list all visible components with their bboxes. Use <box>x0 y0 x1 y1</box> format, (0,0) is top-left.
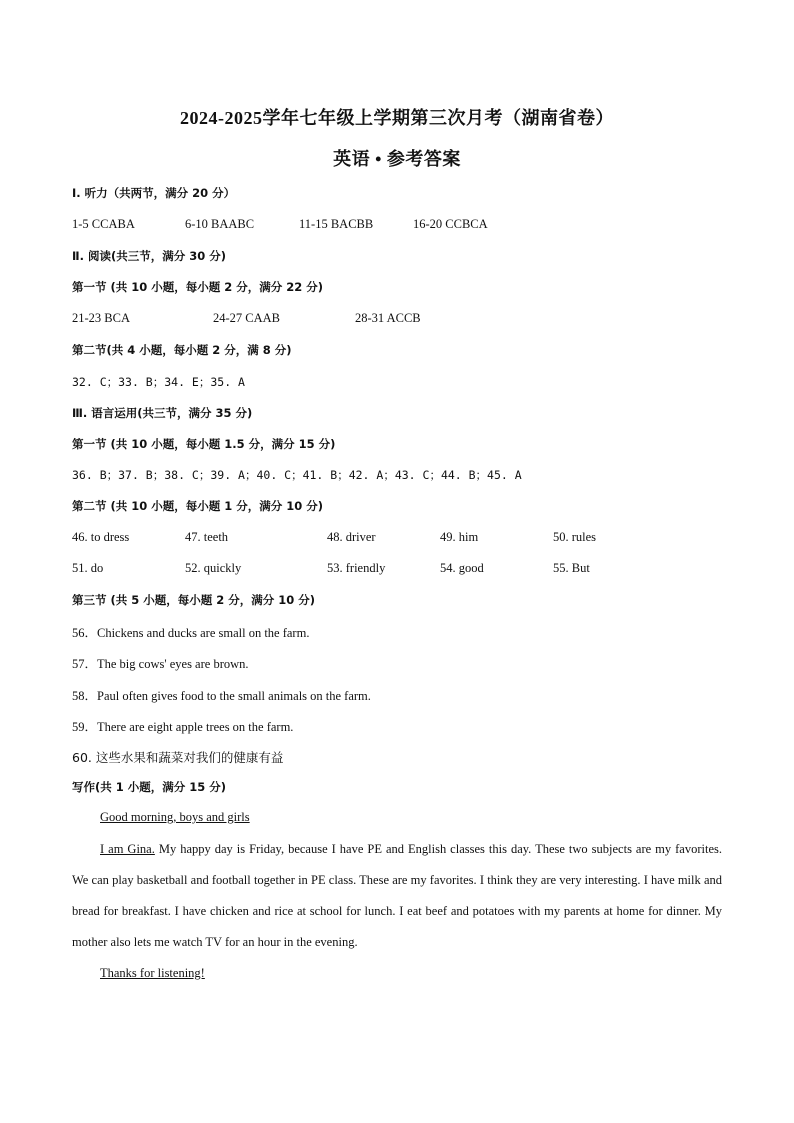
language-part2-heading: 第二节 (共 10 小题，每小题 1 分，满分 10 分) <box>72 499 324 513</box>
listening-answers-4: 16-20 CCBCA <box>413 217 488 231</box>
writing-closing: Thanks for listening! <box>100 966 205 980</box>
writing-body <box>72 834 722 958</box>
blank-answer: 52. quickly <box>185 561 242 575</box>
language-part1-heading: 第一节 (共 10 小题，每小题 1.5 分，满分 15 分) <box>72 437 336 451</box>
blank-answer: 48. driver <box>327 530 376 544</box>
translation-answer: 56．Chickens and ducks are small on the farm. <box>72 626 310 640</box>
blank-answer: 46. to dress <box>72 530 130 544</box>
blank-answer: 54. good <box>440 561 484 575</box>
blank-answer: 49. him <box>440 530 479 544</box>
writing-greeting: Good morning, boys and girls <box>100 810 250 824</box>
translation-answer: 59．There are eight apple trees on the farm. <box>72 720 294 734</box>
reading-answers-2: 24-27 CAAB <box>213 311 281 325</box>
listening-answers-1: 1-5 CCABA <box>72 217 135 231</box>
translation-answer: 58．Paul often gives food to the small animals on the farm. <box>72 689 371 703</box>
writing-heading: 写作(共 1 小题，满分 15 分) <box>72 780 227 794</box>
reading-part1-heading: 第一节 (共 10 小题，每小题 2 分，满分 22 分) <box>72 280 324 294</box>
language-part3-heading: 第三节 (共 5 小题，每小题 2 分，满分 10 分) <box>72 593 316 607</box>
document-subtitle: 英语 • 参考答案 <box>333 149 461 169</box>
writing-body-text: My happy day is Friday, because I have PE and English classes this day. These two subjects are my favorites. We can play basketball and football together in PE class. These are my favorites. I think they are very interesting. I have milk and bread for breakfast. I have chicken and rice at school for lunch. I eat beef and potatoes with my parents at home for dinner. My mother also lets me watch TV for an hour in the evening. <box>72 842 723 949</box>
document-title: 2024-2025学年七年级上学期第三次月考（湖南省卷） <box>180 108 614 128</box>
language-heading: Ⅲ. 语言运用(共三节，满分 35 分) <box>72 406 253 420</box>
reading-part2-answers: 32. C；33. B；34. E；35. A <box>72 375 245 389</box>
listening-answers-3: 11-15 BACBB <box>299 217 374 231</box>
listening-heading: I. 听力（共两节，满分 20 分） <box>72 186 236 200</box>
blank-answer: 47. teeth <box>185 530 229 544</box>
reading-part2-heading: 第二节(共 4 小题，每小题 2 分，满 8 分) <box>72 343 292 357</box>
blank-answer: 51. do <box>72 561 104 575</box>
reading-answers-1: 21-23 BCA <box>72 311 130 325</box>
reading-answers-3: 28-31 ACCB <box>355 311 421 325</box>
blank-answer: 53. friendly <box>327 561 386 575</box>
translation-answer: 60. 这些水果和蔬菜对我们的健康有益 <box>72 750 284 765</box>
translation-answer: 57．The big cows' eyes are brown. <box>72 657 249 671</box>
blank-answer: 55. But <box>553 561 590 575</box>
reading-heading: Ⅱ. 阅读(共三节，满分 30 分) <box>72 249 226 263</box>
writing-intro: I am Gina. <box>100 842 155 856</box>
blank-answer: 50. rules <box>553 530 597 544</box>
listening-answers-2: 6-10 BAABC <box>185 217 255 231</box>
language-part1-answers: 36. B；37. B；38. C；39. A；40. C；41. B；42. A；43. C；44. B；45. A <box>72 468 522 482</box>
